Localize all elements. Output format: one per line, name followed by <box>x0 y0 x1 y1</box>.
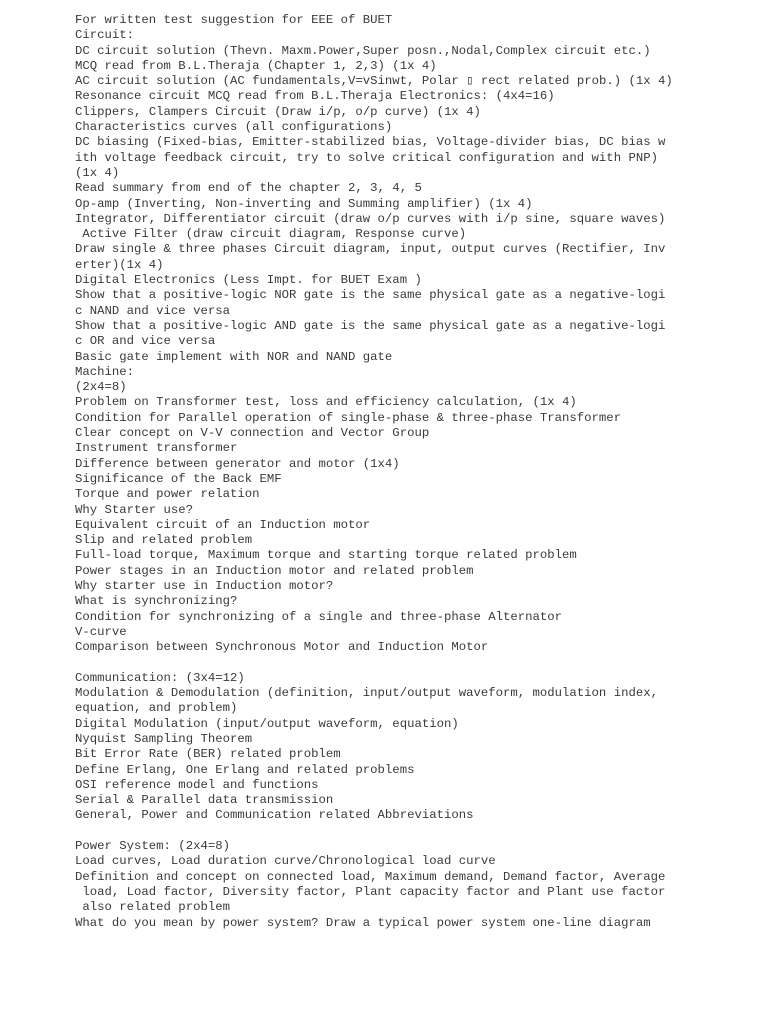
text-line: Instrument transformer <box>75 441 238 456</box>
text-line: Digital Modulation (input/output waveform, equation) <box>75 716 459 731</box>
text-line: Read summary from end of the chapter 2, 3, 4, 5 <box>75 181 422 196</box>
text-line: Characteristics curves (all configurations) <box>75 120 393 135</box>
text-line: Significance of the Back EMF <box>75 471 282 486</box>
text-line: Clippers, Clampers Circuit (Draw i/p, o/p curve) (1x 4) <box>75 104 481 119</box>
text-line: Condition for synchronizing of a single and three-phase Alternator <box>75 609 563 624</box>
text-line: Slip and related problem <box>75 533 253 548</box>
text-line: Full-load torque, Maximum torque and starting torque related problem <box>75 548 577 563</box>
text-line: Show that a positive-logic AND gate is the same physical gate as a negative-logi <box>75 318 666 333</box>
text-line: Digital Electronics (Less Impt. for BUET Exam ) <box>75 273 422 288</box>
text-line: Why Starter use? <box>75 502 194 517</box>
text-line: Show that a positive-logic NOR gate is the same physical gate as a negative-logi <box>75 288 666 303</box>
text-line: Communication: (3x4=12) <box>75 670 245 685</box>
text-line: Resonance circuit MCQ read from B.L.Theraja Electronics: (4x4=16) <box>75 89 555 104</box>
document-page <box>75 13 755 931</box>
text-line: Power System: (2x4=8) <box>75 839 230 854</box>
text-line: What do you mean by power system? Draw a typical power system one-line diagram <box>75 915 651 930</box>
blank-line <box>75 655 755 670</box>
text-line: Condition for Parallel operation of single-phase & three-phase Transformer <box>75 410 622 425</box>
text-line: Serial & Parallel data transmission <box>75 793 334 808</box>
text-line: Machine: <box>75 364 135 379</box>
text-line: c OR and vice versa <box>75 334 216 349</box>
text-line: AC circuit solution (AC fundamentals,V=vSinwt, Polar ▯ rect related prob.) (1x 4) <box>75 74 673 89</box>
text-line: Active Filter (draw circuit diagram, Response curve) <box>75 227 467 242</box>
text-line: Define Erlang, One Erlang and related problems <box>75 762 415 777</box>
text-line: Comparison between Synchronous Motor and Induction Motor <box>75 640 489 655</box>
text-line: Problem on Transformer test, loss and efficiency calculation, (1x 4) <box>75 395 577 410</box>
text-line: Load curves, Load duration curve/Chronological load curve <box>75 854 496 869</box>
text-line: General, Power and Communication related Abbreviations <box>75 808 474 823</box>
text-line: DC circuit solution (Thevn. Maxm.Power,Super posn.,Nodal,Complex circuit etc.) <box>75 43 651 58</box>
text-line: Torque and power relation <box>75 487 260 502</box>
document-text <box>75 13 755 931</box>
text-line: equation, and problem) <box>75 701 238 716</box>
text-line: load, Load factor, Diversity factor, Plant capacity factor and Plant use factor <box>75 884 666 899</box>
text-line: Difference between generator and motor (1x4) <box>75 456 400 471</box>
text-line: Power stages in an Induction motor and related problem <box>75 563 474 578</box>
text-line: Definition and concept on connected load, Maximum demand, Demand factor, Average <box>75 869 666 884</box>
text-line: Op-amp (Inverting, Non-inverting and Summing amplifier) (1x 4) <box>75 196 533 211</box>
text-line: Bit Error Rate (BER) related problem <box>75 747 341 762</box>
text-line: erter)(1x 4) <box>75 257 164 272</box>
text-line: also related problem <box>75 900 230 915</box>
text-line: Equivalent circuit of an Induction motor <box>75 517 371 532</box>
text-line: Modulation & Demodulation (definition, input/output waveform, modulation index, <box>75 686 658 701</box>
text-line: For written test suggestion for EEE of BUET <box>75 13 393 27</box>
blank-line <box>75 824 755 839</box>
text-line: Why starter use in Induction motor? <box>75 578 334 593</box>
text-line: What is synchronizing? <box>75 594 238 609</box>
text-line: MCQ read from B.L.Theraja (Chapter 1, 2,3) (1x 4) <box>75 58 437 73</box>
text-line: Nyquist Sampling Theorem <box>75 731 253 746</box>
text-line: Clear concept on V-V connection and Vector Group <box>75 426 430 441</box>
text-line: Draw single & three phases Circuit diagram, input, output curves (Rectifier, Inv <box>75 242 666 257</box>
text-line: Circuit: <box>75 28 135 43</box>
text-line: c NAND and vice versa <box>75 303 230 318</box>
text-line: (2x4=8) <box>75 380 127 395</box>
text-line: DC biasing (Fixed-bias, Emitter-stabilized bias, Voltage-divider bias, DC bias w <box>75 135 666 150</box>
text-line: Integrator, Differentiator circuit (draw o/p curves with i/p sine, square waves) <box>75 211 666 226</box>
text-line: (1x 4) <box>75 165 120 180</box>
text-line: Basic gate implement with NOR and NAND gate <box>75 349 393 364</box>
text-line: OSI reference model and functions <box>75 777 319 792</box>
text-line: V-curve <box>75 624 127 639</box>
text-line: ith voltage feedback circuit, try to solve critical configuration and with PNP) <box>75 150 658 165</box>
